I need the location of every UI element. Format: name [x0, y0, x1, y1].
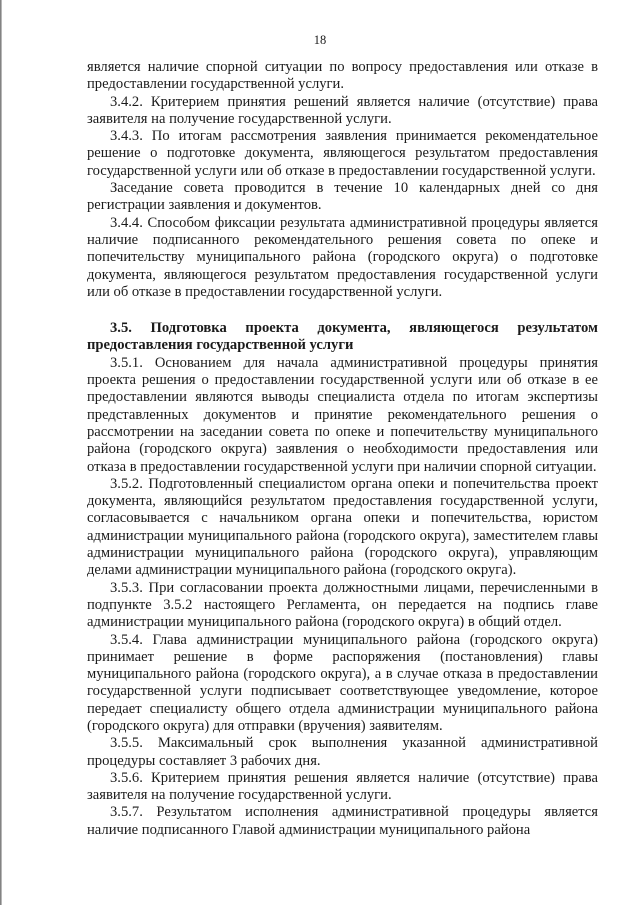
paragraph: 3.5.7. Результатом исполнения административной процедуры является наличие подписанного Главой администрации муниципального района: [87, 804, 598, 838]
paragraph: 3.5.2. Подготовленный специалистом органа опеки и попечительства проект документа, являющийся результатом предоставления государственной услуги, согласовывается с начальником органа опеки и попечительства, юристом администрации муниципального района (городского округа), заместителем главы администрации муниципального района (городского округа), управляющим делами администрации муниципального района (городского округа).: [87, 475, 598, 579]
paragraph: 3.4.3. По итогам рассмотрения заявления принимается рекомендательное решение о подготовке документа, являющегося результатом предоставления государственной услуги или об отказе в предоставлении государственной услуги.: [87, 128, 598, 179]
page-number: 18: [313, 33, 327, 47]
paragraph: 3.4.4. Способом фиксации результата административной процедуры является наличие подписанного рекомендательного решения совета по опеке и попечительству муниципального района (городского округа) о подготовке документа, являющегося результатом предоставления государственной услуги или об отказе в предоставлении государственной услуги.: [87, 214, 598, 300]
paragraph: 3.4.2. Критерием принятия решений является наличие (отсутствие) права заявителя на получение государственной услуги.: [87, 93, 598, 127]
paragraph: 3.5.6. Критерием принятия решения является наличие (отсутствие) права заявителя на получение государственной услуги.: [87, 769, 598, 804]
paragraph: 3.5.3. При согласовании проекта должностными лицами, перечисленными в подпункте 3.5.2 настоящего Регламента, он передается на подпись главе администрации муниципального района (городского округа) в общий отдел.: [87, 579, 598, 631]
document-body: [87, 59, 598, 839]
section-heading: 3.5. Подготовка проекта документа, являющегося результатом предоставления государственной услуги: [87, 320, 598, 354]
paragraph: 3.5.4. Глава администрации муниципального района (городского округа) принимает решение в форме распоряжения (постановления) главы муниципального района (городского округа), а в случае отказа в предоставлении государственной услуги подписывает соответствующее уведомление, которое передает специалисту общего отдела администрации муниципального района (городского округа) для отправки (вручения) заявителям.: [87, 631, 598, 734]
paragraph: 3.5.5. Максимальный срок выполнения указанной административной процедуры составляет 3 рабочих дня.: [87, 735, 598, 769]
paragraph: 3.5.1. Основанием для начала административной процедуры принятия проекта решения о предоставлении государственной услуги или об отказе в ее предоставлении являются выводы специалиста отдела по итогам экспертизы представленных документов и принятие рекомендательного решения о рассмотрении на заседании совета по опеке и попечительству муниципального района (городского округа) заявления о необходимости предоставления или отказа в предоставлении государственной услуги при наличии спорной ситуации.: [87, 354, 598, 475]
paragraph: является наличие спорной ситуации по вопросу предоставления или отказе в предоставлении государственной услуги.: [87, 59, 598, 93]
scan-edge: [0, 0, 2, 905]
paragraph: Заседание совета проводится в течение 10 календарных дней со дня регистрации заявления и документов.: [87, 180, 598, 214]
